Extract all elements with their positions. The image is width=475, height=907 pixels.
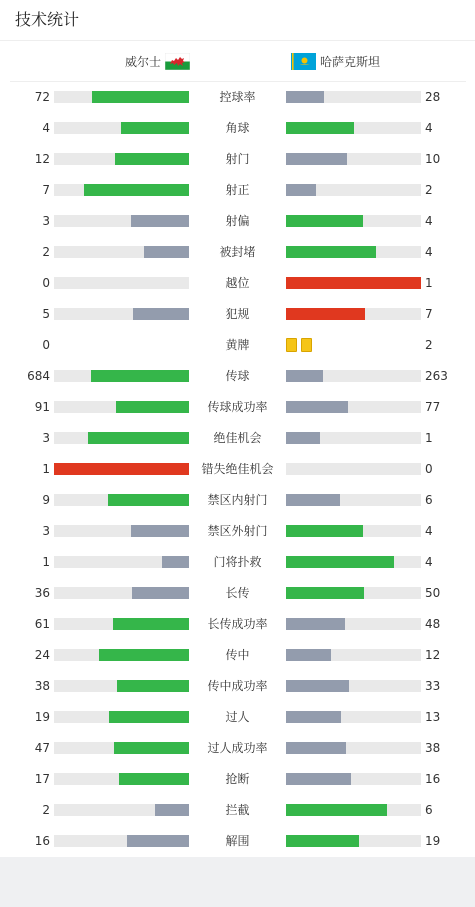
away-bar-track — [286, 277, 421, 289]
stat-label: 射门 — [225, 152, 250, 166]
page-title: 技术统计 — [15, 10, 80, 29]
away-bar-fill — [286, 494, 340, 506]
away-stat-value: 6 — [425, 803, 433, 817]
stat-label: 控球率 — [219, 90, 256, 104]
home-bar-track — [54, 618, 189, 630]
home-bar-fill — [108, 494, 189, 506]
stat-label: 传中 — [225, 648, 250, 662]
stat-label: 角球 — [225, 121, 250, 135]
home-bar-track — [54, 432, 189, 444]
away-stat-value: 38 — [425, 741, 441, 755]
home-bar-fill — [121, 122, 189, 134]
home-bar-fill — [114, 742, 189, 754]
home-bar-track — [54, 122, 189, 134]
away-bar-track — [286, 215, 421, 227]
divider — [0, 40, 475, 41]
home-bar-fill — [132, 587, 189, 599]
home-stat-value: 24 — [34, 648, 50, 662]
home-stat-value: 91 — [34, 400, 50, 414]
away-stat-value: 12 — [425, 648, 441, 662]
home-stat-value: 12 — [34, 152, 50, 166]
home-bar-track — [54, 91, 189, 103]
stat-row — [0, 795, 475, 826]
stat-row — [0, 392, 475, 423]
away-stat-value: 33 — [425, 679, 441, 693]
away-stat-value: 263 — [425, 369, 448, 383]
away-bar-fill — [286, 587, 364, 599]
stat-label: 抢断 — [225, 772, 250, 786]
home-bar-track — [54, 184, 189, 196]
home-bar-track — [54, 246, 189, 258]
stat-label: 被封堵 — [219, 245, 256, 259]
away-bar-fill — [286, 277, 421, 289]
away-bar-track — [286, 556, 421, 568]
home-stat-value: 3 — [42, 431, 50, 445]
home-bar-fill — [88, 432, 189, 444]
stat-row — [0, 671, 475, 702]
away-bar-track — [286, 153, 421, 165]
stat-row — [0, 609, 475, 640]
away-bar-fill — [286, 649, 331, 661]
away-bar-track — [286, 649, 421, 661]
stat-label: 传球 — [225, 369, 250, 383]
away-stat-value: 6 — [425, 493, 433, 507]
away-stat-value: 16 — [425, 772, 441, 786]
away-stat-value: 2 — [425, 338, 433, 352]
home-bar-fill — [54, 463, 189, 475]
stat-label: 过人 — [225, 710, 250, 724]
home-bar-track — [54, 401, 189, 413]
stat-row — [0, 268, 475, 299]
stat-row — [0, 299, 475, 330]
stat-row — [0, 485, 475, 516]
kazakhstan-flag-icon — [291, 53, 316, 70]
stat-label: 过人成功率 — [207, 741, 268, 755]
away-bar-fill — [286, 122, 354, 134]
away-bar-fill — [286, 246, 376, 258]
home-bar-track — [54, 804, 189, 816]
home-stat-value: 36 — [34, 586, 50, 600]
home-bar-fill — [155, 804, 189, 816]
away-bar-fill — [286, 804, 387, 816]
home-bar-fill — [115, 153, 189, 165]
home-stat-value: 47 — [34, 741, 50, 755]
stat-label: 解围 — [225, 834, 250, 848]
stat-row — [0, 361, 475, 392]
home-stat-value: 19 — [34, 710, 50, 724]
home-stat-value: 9 — [42, 493, 50, 507]
away-team — [291, 52, 380, 70]
away-bar-fill — [286, 308, 365, 320]
stat-label: 长传成功率 — [207, 617, 268, 631]
away-bar-track — [286, 246, 421, 258]
away-bar-track — [286, 587, 421, 599]
stat-label: 门将扑救 — [213, 555, 262, 569]
away-bar-track — [286, 680, 421, 692]
home-bar-track — [54, 742, 189, 754]
home-stat-value: 0 — [42, 338, 50, 352]
home-stat-value: 3 — [42, 214, 50, 228]
away-bar-fill — [286, 742, 346, 754]
away-stat-value: 4 — [425, 214, 433, 228]
stat-row — [0, 764, 475, 795]
home-bar-track — [54, 215, 189, 227]
yellow-card-icon — [286, 338, 297, 352]
away-stat-value: 7 — [425, 307, 433, 321]
away-stat-value: 4 — [425, 121, 433, 135]
stat-row — [0, 144, 475, 175]
home-bar-track — [54, 525, 189, 537]
away-bar-fill — [286, 215, 363, 227]
away-bar-track — [286, 773, 421, 785]
home-stat-value: 0 — [42, 276, 50, 290]
home-bar-track — [54, 463, 189, 475]
stat-label: 越位 — [225, 276, 250, 290]
home-bar-fill — [131, 525, 189, 537]
away-stat-value: 4 — [425, 524, 433, 538]
away-bar-fill — [286, 184, 316, 196]
away-bar-track — [286, 835, 421, 847]
home-stat-value: 17 — [34, 772, 50, 786]
stat-label: 传中成功率 — [207, 679, 268, 693]
home-bar-fill — [91, 370, 189, 382]
away-stat-value: 2 — [425, 183, 433, 197]
away-stat-value: 0 — [425, 462, 433, 476]
away-bar-track — [286, 432, 421, 444]
home-bar-track — [54, 370, 189, 382]
home-bar-fill — [116, 401, 189, 413]
stat-label: 禁区外射门 — [207, 524, 268, 538]
stat-row — [0, 640, 475, 671]
home-team-name: 威尔士 — [124, 54, 161, 69]
stat-label: 黄牌 — [225, 338, 250, 352]
away-bar-fill — [286, 711, 341, 723]
home-stat-value: 72 — [34, 90, 50, 104]
away-stat-value: 50 — [425, 586, 441, 600]
home-bar-track — [54, 649, 189, 661]
home-bar-fill — [133, 308, 189, 320]
away-bar-track — [286, 494, 421, 506]
home-bar-fill — [117, 680, 189, 692]
stat-row — [0, 547, 475, 578]
stat-row — [0, 516, 475, 547]
home-bar-fill — [109, 711, 189, 723]
home-stat-value: 61 — [34, 617, 50, 631]
away-bar-track — [286, 370, 421, 382]
home-bar-fill — [144, 246, 189, 258]
stat-row — [0, 330, 475, 361]
home-bar-track — [54, 773, 189, 785]
home-bar-track — [54, 308, 189, 320]
away-stat-value: 28 — [425, 90, 441, 104]
stat-row — [0, 113, 475, 144]
away-bar-fill — [286, 525, 363, 537]
away-stat-value: 10 — [425, 152, 441, 166]
away-bar-fill — [286, 153, 347, 165]
home-bar-fill — [127, 835, 189, 847]
away-stat-value: 77 — [425, 400, 441, 414]
away-yellow-cards — [286, 338, 312, 352]
stat-label: 绝佳机会 — [213, 431, 262, 445]
away-stat-value: 13 — [425, 710, 441, 724]
away-bar-fill — [286, 432, 320, 444]
home-stat-value: 2 — [42, 245, 50, 259]
away-bar-track — [286, 463, 421, 475]
home-stat-value: 5 — [42, 307, 50, 321]
stat-row — [0, 733, 475, 764]
away-bar-fill — [286, 91, 324, 103]
home-bar-fill — [99, 649, 189, 661]
home-team — [125, 52, 190, 70]
home-bar-track — [54, 680, 189, 692]
home-bar-track — [54, 277, 189, 289]
stat-row — [0, 578, 475, 609]
away-bar-track — [286, 711, 421, 723]
wales-flag-icon — [165, 53, 190, 70]
away-bar-track — [286, 308, 421, 320]
away-stat-value: 4 — [425, 555, 433, 569]
away-bar-fill — [286, 835, 359, 847]
away-bar-track — [286, 525, 421, 537]
away-bar-track — [286, 401, 421, 413]
away-bar-track — [286, 91, 421, 103]
away-bar-track — [286, 618, 421, 630]
stat-row — [0, 237, 475, 268]
stat-row — [0, 175, 475, 206]
home-stat-value: 4 — [42, 121, 50, 135]
stat-row — [0, 206, 475, 237]
stat-label: 禁区内射门 — [207, 493, 268, 507]
stat-label: 长传 — [225, 586, 250, 600]
home-bar-fill — [119, 773, 189, 785]
stat-row — [0, 702, 475, 733]
home-stat-value: 1 — [42, 462, 50, 476]
away-bar-track — [286, 804, 421, 816]
stat-label: 犯规 — [225, 307, 250, 321]
yellow-card-icon — [301, 338, 312, 352]
stat-row — [0, 826, 475, 857]
home-stat-value: 38 — [34, 679, 50, 693]
home-stat-value: 3 — [42, 524, 50, 538]
home-bar-track — [54, 556, 189, 568]
away-bar-track — [286, 742, 421, 754]
home-stat-value: 684 — [27, 369, 50, 383]
home-bar-track — [54, 587, 189, 599]
away-bar-fill — [286, 370, 323, 382]
stat-label: 拦截 — [225, 803, 250, 817]
home-bar-fill — [84, 184, 189, 196]
away-stat-value: 1 — [425, 276, 433, 290]
away-bar-fill — [286, 556, 394, 568]
stat-label: 射偏 — [225, 214, 250, 228]
home-bar-fill — [131, 215, 189, 227]
stat-row — [0, 454, 475, 485]
home-bar-track — [54, 835, 189, 847]
stat-label: 射正 — [225, 183, 250, 197]
away-stat-value: 19 — [425, 834, 441, 848]
away-bar-fill — [286, 401, 348, 413]
home-bar-fill — [92, 91, 189, 103]
away-stat-value: 48 — [425, 617, 441, 631]
away-bar-track — [286, 122, 421, 134]
away-stat-value: 1 — [425, 431, 433, 445]
away-team-name: 哈萨克斯坦 — [320, 54, 381, 69]
away-bar-track — [286, 184, 421, 196]
home-stat-value: 1 — [42, 555, 50, 569]
home-bar-track — [54, 711, 189, 723]
home-stat-value: 2 — [42, 803, 50, 817]
home-bar-track — [54, 494, 189, 506]
home-bar-track — [54, 153, 189, 165]
away-stat-value: 4 — [425, 245, 433, 259]
stat-row — [0, 82, 475, 113]
away-bar-fill — [286, 680, 349, 692]
stat-row — [0, 423, 475, 454]
away-bar-fill — [286, 618, 345, 630]
home-stat-value: 16 — [34, 834, 50, 848]
away-bar-fill — [286, 773, 351, 785]
home-stat-value: 7 — [42, 183, 50, 197]
home-bar-fill — [162, 556, 189, 568]
stat-label: 错失绝佳机会 — [201, 462, 274, 476]
home-bar-fill — [113, 618, 189, 630]
stat-label: 传球成功率 — [207, 400, 268, 414]
